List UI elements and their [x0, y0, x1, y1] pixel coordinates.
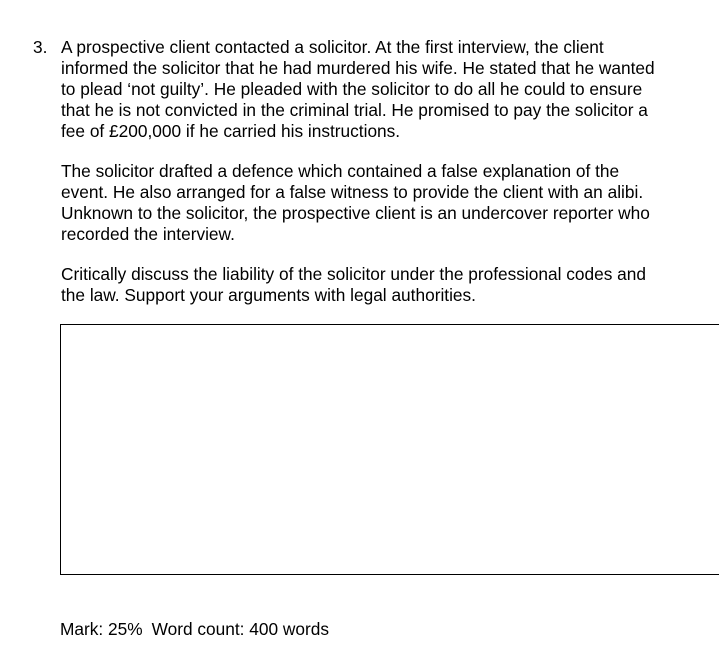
answer-box[interactable] [60, 324, 719, 575]
question-paragraph-1 [61, 37, 701, 142]
footer [60, 619, 329, 640]
word-count-label: Word count: 400 words [151, 619, 329, 639]
question-paragraph-3 [61, 264, 701, 306]
mark-label: Mark: 25% [60, 619, 143, 639]
paragraph-line: informed the solicitor that he had murdered his wife. He stated that he wanted [61, 58, 655, 78]
paragraph-line: The solicitor drafted a defence which contained a false explanation of the [61, 161, 620, 181]
paragraph-line: fee of £200,000 if he carried his instructions. [61, 121, 401, 141]
paragraph-line: that he is not convicted in the criminal trial. He promised to pay the solicitor a [61, 100, 648, 120]
paragraph-line: to plead ‘not guilty’. He pleaded with the solicitor to do all he could to ensure [61, 79, 643, 99]
paragraph-line: event. He also arranged for a false witness to provide the client with an alibi. [61, 182, 644, 202]
paragraph-line: recorded the interview. [61, 224, 235, 244]
paragraph-line: Critically discuss the liability of the solicitor under the professional codes and [61, 264, 646, 284]
paragraph-line: the law. Support your arguments with legal authorities. [61, 285, 476, 305]
paragraph-line: Unknown to the solicitor, the prospective client is an undercover reporter who [61, 203, 650, 223]
question-paragraph-2 [61, 161, 701, 245]
question-number: 3. [33, 37, 48, 57]
paragraph-line: A prospective client contacted a solicitor. At the first interview, the client [61, 37, 604, 57]
